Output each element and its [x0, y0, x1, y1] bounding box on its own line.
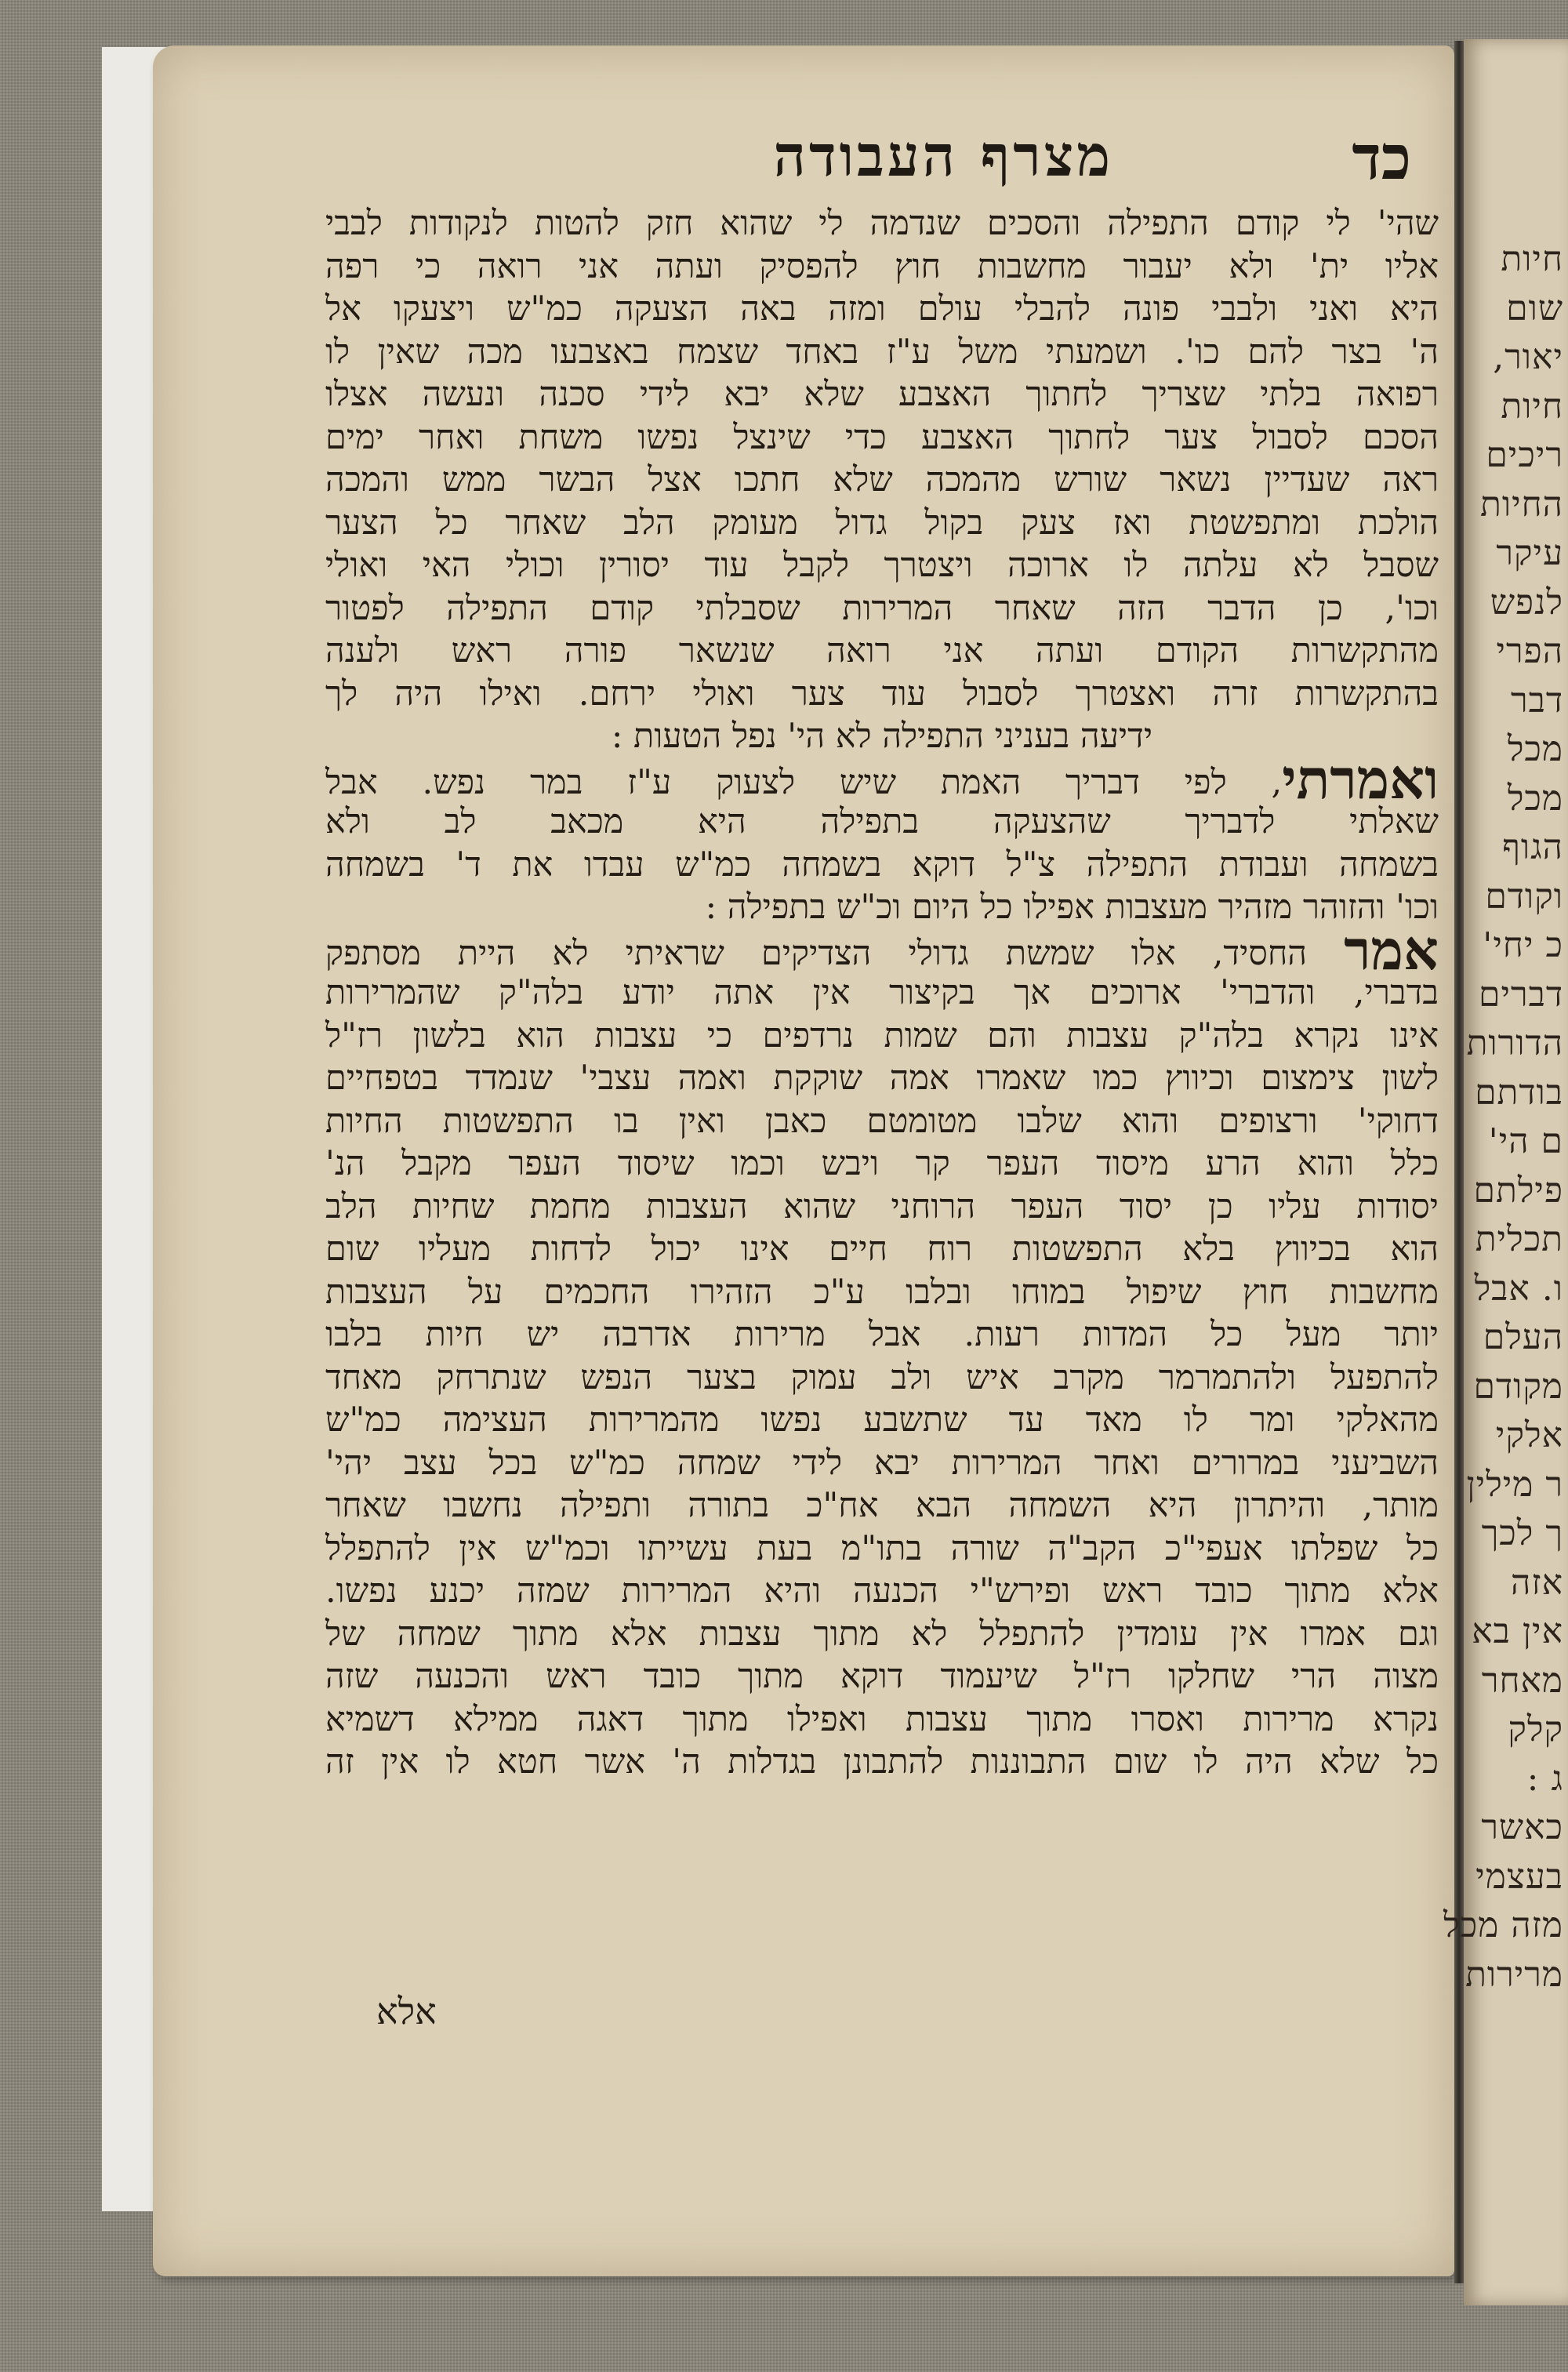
- edge-word: מאחר: [1481, 1660, 1563, 1701]
- edge-word: דבר: [1511, 680, 1563, 721]
- edge-word: ם הי': [1488, 1121, 1563, 1161]
- text-line: ידיעה בעניני התפילה לא הי' נפל הטעות :: [611, 717, 1153, 756]
- edge-word: עיקר: [1496, 533, 1563, 573]
- main-text: [325, 202, 1439, 1784]
- text-line: השביעני במרורים ואחר המרירות יבא לידי שמחה כמ"ש בכל עצב יהי': [325, 1443, 1439, 1483]
- edge-word: אלקי: [1495, 1415, 1563, 1455]
- text-line: מהתקשרות הקודם ועתה אני רואה שנשאר פורה ראש ולענה: [325, 631, 1439, 670]
- edge-word: מזה מכל: [1443, 1905, 1563, 1945]
- text-line: אינו נקרא בלה"ק עצבות והם שמות נרדפים כי עצבות הוא בלשון רז"ל: [325, 1015, 1439, 1055]
- edge-word: מכל: [1507, 778, 1563, 819]
- edge-word: ך לכך: [1481, 1513, 1563, 1553]
- edge-word: חיות: [1501, 239, 1563, 279]
- text-line: רפואה בלתי שצריך לחתוך האצבע שלא יבא לידי סכנה ונעשה אצלו: [325, 375, 1439, 414]
- text-line: שאלתי לדבריך שהצעקה בתפילה היא מכאב לב ולא: [325, 802, 1439, 841]
- text-line: לשון צימצום וכיווץ כמו שאמרו אמה שוקקת ואמה עצבי' שנמדד בטפחיים: [325, 1059, 1439, 1098]
- running-title: מצרף העבודה: [773, 122, 1113, 189]
- edge-word: חיות: [1501, 386, 1563, 427]
- right-page-edge: [1443, 39, 1568, 2305]
- edge-word: ו. אבל: [1474, 1268, 1563, 1309]
- page-header: [329, 116, 1411, 194]
- text-line: וכו' והזוהר מזהיר מעצבות אפילו כל היום וכ"ש בתפילה :: [705, 888, 1439, 927]
- text-line: אלא מתוך כובד ראש ופירש"י הכנעה והיא המרירות שמזה יכנע נפשו.: [325, 1571, 1439, 1611]
- text-line: מצוה הרי שחלקו רז"ל שיעמוד דוקא מתוך כובד ראש והכנעה שזה: [325, 1657, 1439, 1696]
- edge-word: לנפש: [1490, 582, 1563, 623]
- text-line: היא ואני ולבבי פונה להבלי עולם ומזה באה הצעקה כמ"ש ויצעקו אל: [325, 289, 1439, 329]
- edge-word: אין בא: [1472, 1611, 1563, 1651]
- text-line: שהי' לי קודם התפילה והסכים שנדמה לי שהוא חזק להטות לנקודות לבבי: [325, 204, 1439, 243]
- edge-word: הדורות: [1466, 1023, 1563, 1063]
- text-line: הוא בכיווץ בלא התפשטות רוח חיים אינו יכול לדחות מעליו שום: [325, 1230, 1439, 1269]
- edge-word: מכל: [1507, 729, 1563, 769]
- edge-word: ג :: [1526, 1758, 1563, 1799]
- text-line: כל שלא היה לו שום התבוננות להתבונן בגדלות ה' אשר חטא לו אין זה: [325, 1742, 1439, 1782]
- book-gutter: [1454, 41, 1464, 2283]
- edge-word: העלם: [1483, 1317, 1563, 1357]
- text-line: דחוקי' ורצופים והוא שלבו מטומטם כאבן ואין בו התפשטות החיות: [325, 1101, 1439, 1141]
- text-line: יסודות עליו כן יסוד העפר הרוחני שהוא העצבות מחמת שחיות הלב: [325, 1186, 1439, 1226]
- text-line: יותר מעל כל המדות רעות. אבל מרירות אדרבה יש חיות בלבו: [325, 1315, 1439, 1354]
- text-line: כל שפלתו אעפי"כ הקב"ה שורה בתו"מ בעת עשייתו וכמ"ש אין להתפלל: [325, 1528, 1439, 1568]
- paragraph-lead-word: אמר: [1344, 917, 1439, 983]
- text-line: וכו', כן הדבר הזה שאחר המרירות שסבלתי קודם התפילה לפטור: [325, 588, 1439, 628]
- text-line: מחשבות חוץ שיפול במוחו ובלבו ע"כ הזהירו החכמים על העצבות: [325, 1272, 1439, 1312]
- text-line-rest: , לפי דבריך האמת שיש לצעוק ע"ז במר נפש. אבל: [325, 762, 1283, 802]
- text-line: אליו ית' ולא יעבור מחשבות חוץ להפסיק ועתה אני רואה כי רפה: [325, 246, 1439, 286]
- text-line: בדברי, והדברי' ארוכים אך בקיצור אין אתה יודע בלה"ק שהמרירות: [325, 973, 1439, 1012]
- text-line: שסבל לא עלתה לו ארוכה ויצטרך לקבל עוד יסורין וכולי האי ואולי: [325, 546, 1439, 585]
- edge-word: אזה: [1511, 1562, 1563, 1603]
- edge-word: מקודם: [1473, 1366, 1563, 1407]
- text-line: הסכם לסבול צער לחתוך האצבע כדי שינצל נפשו משחת ואחר ימים: [325, 417, 1439, 457]
- text-line: ה' בצר להם כו'. ושמעתי משל ע"ז באחד שצמח באצבעו מכה שאין לו: [325, 332, 1439, 372]
- edge-word: כ יחי': [1483, 925, 1563, 965]
- text-line: הולכת ומתפשטת ואז צעק בקול גדול מעומק הלב שאחר כל הצער: [325, 503, 1439, 543]
- text-line-rest: החסיד, אלו שמשת גדולי הצדיקים שראיתי לא היית מסתפק: [325, 933, 1345, 973]
- edge-word: ריכים: [1486, 435, 1563, 475]
- edge-word: שום: [1506, 288, 1563, 329]
- text-line: להתפעל ולהתמרמר מקרב איש ולב עמוק בצער הנפש שנתרחק מאחד: [325, 1357, 1439, 1397]
- text-line: מותר, והיתרון היא השמחה הבא אח"כ בתורה ותפילה נחשבו שאחר: [325, 1486, 1439, 1525]
- text-line: מהאלקי ומר לו מאד עד שתשבע נפשו מהמרירות העצימה כמ"ש: [325, 1400, 1439, 1440]
- edge-word: מרירות: [1465, 1954, 1563, 1995]
- page-number: כד: [1352, 122, 1411, 194]
- text-line: ראה שעדיין נשאר שורש מהמכה שלא חתכו אצל הבשר ממש והמכה: [325, 460, 1439, 499]
- edge-word: הגוף: [1502, 827, 1563, 867]
- catchword: אלא: [376, 1990, 437, 2032]
- edge-word: קלק: [1508, 1709, 1563, 1749]
- paragraph-lead-word: ואמרתי: [1282, 746, 1439, 812]
- text-line: כלל והוא הרע מיסוד העפר קר ויבש וכמו שיסוד העפר מקבל הנ': [325, 1144, 1439, 1183]
- text-line: [325, 746, 1439, 812]
- edge-word: ר מילין: [1466, 1464, 1563, 1505]
- text-line: בהתקשרות זרה ואצטרך לסבול עוד צער ואולי ירחם. ואילו היה לך: [325, 674, 1439, 714]
- edge-word: בודתם: [1475, 1072, 1563, 1113]
- text-line: בשמחה ועבודת התפילה צ"ל דוקא בשמחה כמ"ש עבדו את ד' בשמחה: [325, 845, 1439, 885]
- edge-word: פילתם: [1473, 1170, 1563, 1211]
- edge-word: בעצמי: [1475, 1856, 1563, 1897]
- edge-word: החיות: [1480, 484, 1563, 525]
- text-line: נקרא מרירות ואסרו מתוך עצבות ואפילו מתוך דאגה ממילא דשמיא: [325, 1699, 1439, 1739]
- edge-word: יאור,: [1493, 337, 1563, 377]
- text-line: וגם אמרו אין עומדין להתפלל לא מתוך עצבות אלא מתוך שמחה של: [325, 1614, 1439, 1654]
- edge-word: כאשר: [1481, 1807, 1563, 1847]
- edge-word: וקודם: [1485, 876, 1563, 917]
- edge-word: דברים: [1479, 974, 1563, 1015]
- text-line: [325, 917, 1439, 983]
- edge-word: תכלית: [1475, 1219, 1563, 1259]
- edge-word: הפרי: [1496, 631, 1563, 671]
